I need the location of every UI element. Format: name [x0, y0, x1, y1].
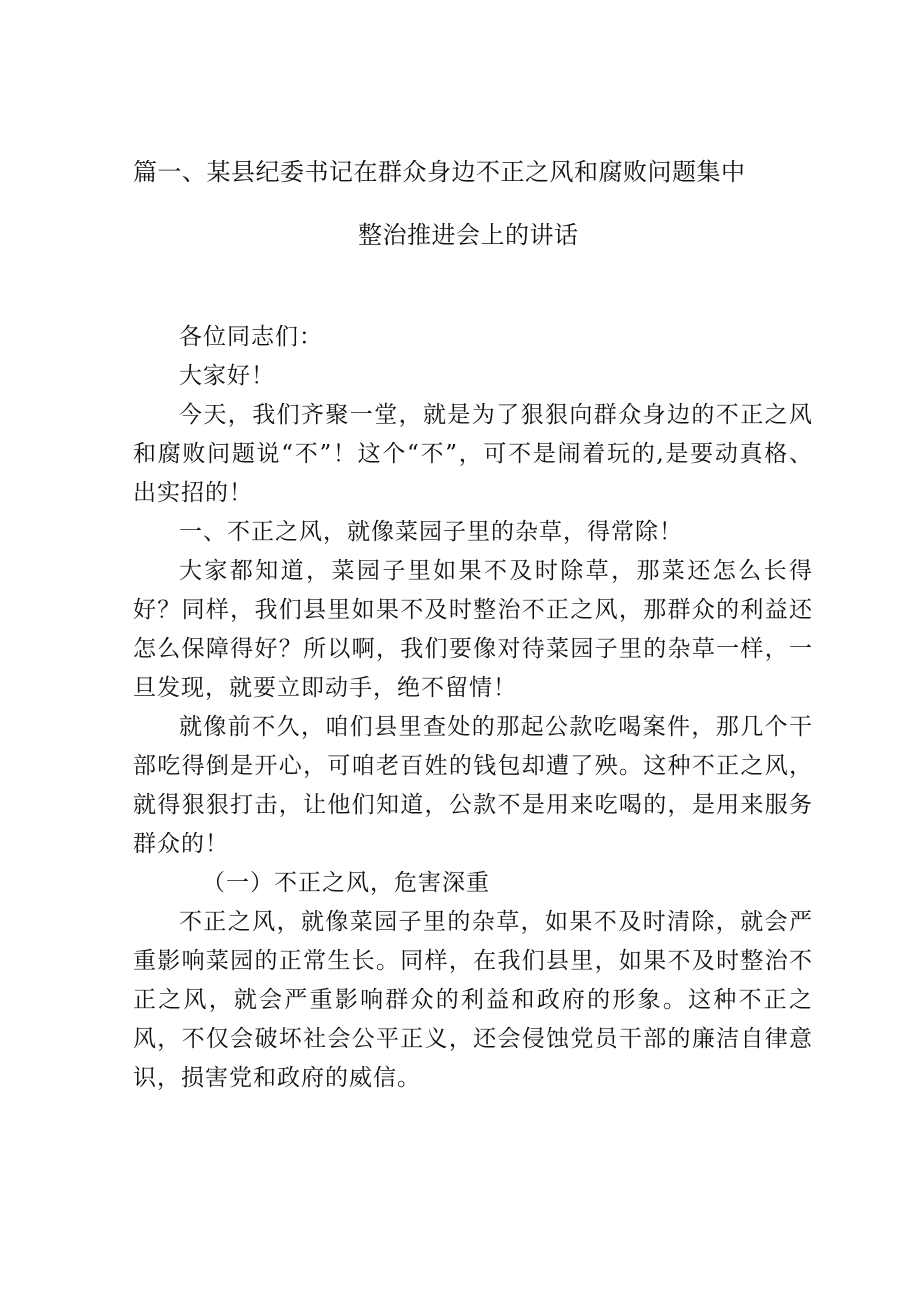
- salutation: 各位同志们：: [179, 324, 323, 350]
- paragraph-harm: 不正之风，就像菜园子里的杂草，如果不及时清除，就会严重影响菜园的正常生长。同样，在我们县里，如果不及时整治不正之风，就会严重影响群众的利益和政府的形象。这种不正之风，不仅会破坏社会公平正义，还会侵蚀党员干部的廉洁自律意识，损害党和政府的威信。: [133, 909, 813, 1091]
- greeting: 大家好！: [179, 363, 275, 389]
- document-body: [133, 318, 813, 1098]
- document-title-line2: 整治推进会上的讲话: [358, 221, 579, 249]
- section-heading-1: 一、不正之风，就像菜园子里的杂草，得常除！: [179, 519, 683, 545]
- document-title-line1: 篇一、某县纪委书记在群众身边不正之风和腐败问题集中: [133, 158, 746, 186]
- paragraph-case: 就像前不久，咱们县里查处的那起公款吃喝案件，那几个干部吃得倒是开心，可咱老百姓的钱包却遭了殃。这种不正之风，就得狠狠打击，让他们知道，公款不是用来吃喝的，是用来服务群众的！: [133, 714, 813, 857]
- paragraph-opening: 今天，我们齐聚一堂，就是为了狠狠向群众身边的不正之风和腐败问题说“不”！这个“不”，可不是闹着玩的,是要动真格、出实招的！: [133, 402, 813, 506]
- paragraph-weeds: 大家都知道，菜园子里如果不及时除草，那菜还怎么长得好？同样，我们县里如果不及时整治不正之风，那群众的利益还怎么保障得好？所以啊，我们要像对待菜园子里的杂草一样，一旦发现，就要立即动手，绝不留情！: [133, 558, 813, 701]
- subsection-heading-1: （一）不正之风，危害深重: [202, 870, 490, 896]
